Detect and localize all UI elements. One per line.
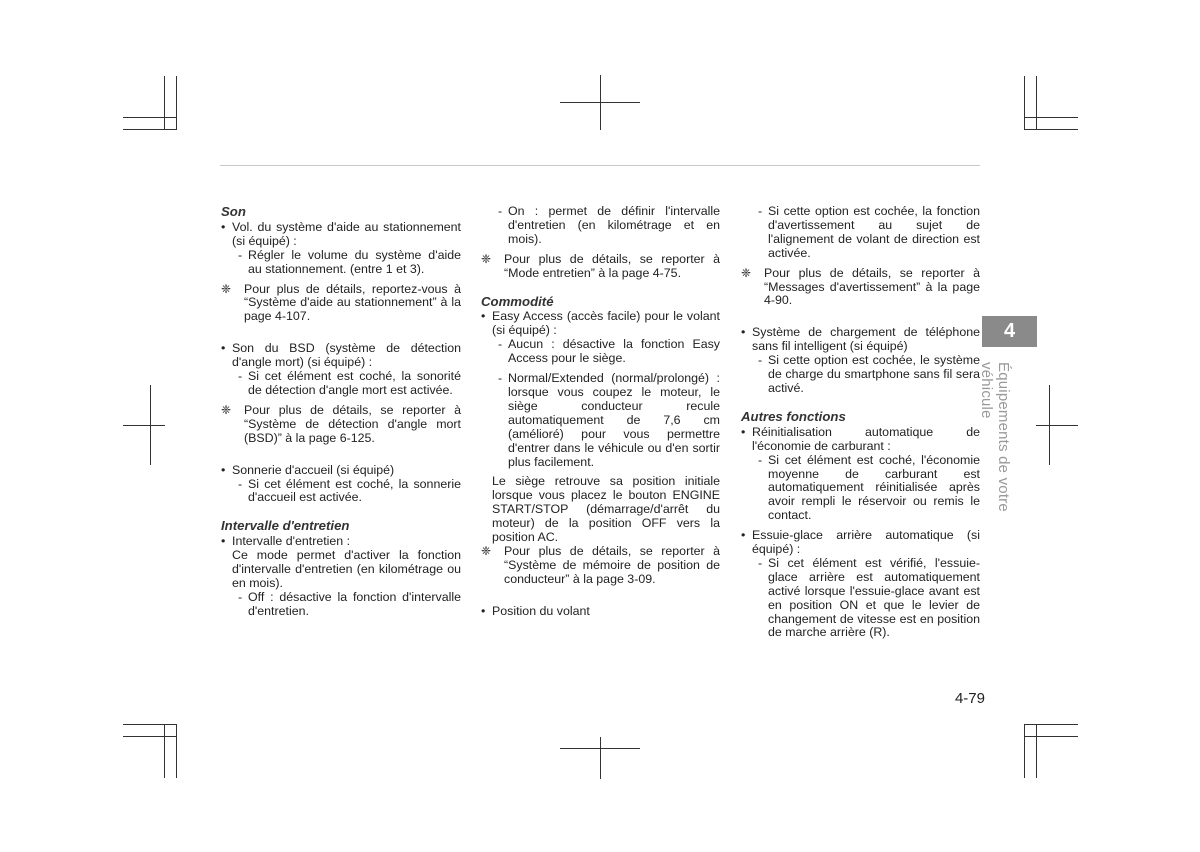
sub-item-text: Off : désactive la fonction d'intervalle d'entretien. (248, 589, 461, 618)
sub-item-text: Normal/Extended (normal/prolongé) : lorsque vous coupez le moteur, le siège conducteur recule automatiquement de 7,6 cm (amélioré) pour vous permettre d'entrer dans le véhicule ou d'en sortir plus facilement. (508, 371, 720, 469)
list-item-text: Réinitialisation automatique de l'économie de carburant : (752, 424, 980, 453)
sub-item (758, 454, 980, 524)
list-item (221, 464, 461, 478)
list-item (481, 605, 720, 619)
list-item-text: Easy Access (accès facile) pour le volant (si équipé) : (492, 309, 720, 338)
crop-mark (176, 724, 177, 778)
note-text: Pour plus de détails, reportez-vous à “Système d'aide au stationnement” à la page 4-107. (244, 281, 461, 324)
bullet-marker: • (221, 219, 226, 234)
column-3 (741, 205, 980, 640)
dash-marker: - (238, 247, 243, 262)
list-item (741, 529, 980, 557)
bullet-marker: • (221, 462, 226, 477)
registration-mark (150, 385, 151, 465)
crop-mark (1036, 76, 1037, 130)
chapter-title-vertical: Équipements de votre véhicule (978, 362, 1012, 512)
bullet-marker: • (221, 534, 226, 549)
sub-item-text: Si cet élément est coché, l'économie moyenne de carburant est automatiquement réinitialisée après avoir rempli le réservoir ou remis le contact. (768, 452, 980, 523)
crop-mark (176, 76, 177, 130)
crop-mark (123, 129, 177, 130)
crop-mark (1036, 724, 1037, 778)
list-item-text: Son du BSD (système de détection d'angle mort) (si équipé) : (232, 341, 461, 370)
list-item-text: Intervalle d'entretien : (232, 534, 351, 549)
crop-mark (1024, 736, 1078, 737)
list-item (741, 426, 980, 454)
sub-item-text: Si cet élément est vérifié, l'essuie-glace arrière est automatiquement activé lorsque l'essuie-glace avant est en position ON et que le levier de changement de vitesse est en position de marche arrière (R). (768, 555, 980, 640)
reference-note (481, 545, 720, 587)
crop-mark (123, 117, 177, 118)
crop-mark (1024, 117, 1078, 118)
crop-mark (1024, 724, 1078, 725)
crop-mark (123, 724, 177, 725)
bullet-marker: • (481, 309, 486, 324)
sub-item (238, 370, 461, 398)
note-text: Pour plus de détails, se reporter à “Mode entretien” à la page 4-75. (504, 251, 720, 280)
note-marker: ❈ (481, 543, 492, 558)
header-rule (220, 165, 980, 166)
dash-marker: - (498, 371, 503, 386)
section-heading-son: Son (221, 204, 246, 219)
registration-mark (1036, 425, 1078, 426)
list-item-text: Sonnerie d'accueil (si équipé) (232, 462, 395, 477)
sub-item-text: Si cet élément est coché, la sonorité de détection d'angle mort est activée. (248, 369, 461, 397)
sub-item (758, 557, 980, 640)
crop-mark (164, 724, 165, 778)
sub-item (758, 205, 980, 261)
list-item-text: Système de chargement de téléphone sans fil intelligent (si équipé) (752, 325, 980, 354)
registration-mark (600, 737, 601, 779)
section-heading-entretien: Intervalle d'entretien (221, 518, 350, 534)
dash-marker: - (238, 369, 243, 384)
registration-mark (1049, 385, 1050, 465)
sub-item (498, 338, 720, 366)
dash-marker: - (238, 476, 243, 491)
sub-item (238, 591, 461, 619)
sub-item-text: Régler le volume du système d'aide au stationnement. (entre 1 et 3). (248, 247, 461, 276)
dash-marker: - (758, 555, 763, 570)
sub-item-text: Si cet élément est coché, la sonnerie d'accueil est activée. (248, 476, 461, 505)
sub-item (498, 372, 720, 469)
note-text: Pour plus de détails, se reporter à “Système de détection d'angle mort (BSD)” à la page 6-125. (244, 402, 461, 445)
list-item-text: Essuie-glace arrière automatique (si équipé) : (752, 528, 980, 557)
list-item (221, 342, 461, 370)
sub-item (238, 249, 461, 277)
dash-marker: - (758, 204, 763, 218)
sub-item (238, 478, 461, 506)
list-item-text: Vol. du système d'aide au stationnement (si équipé) : (232, 219, 461, 248)
bullet-marker: • (481, 603, 486, 618)
dash-marker: - (498, 204, 503, 218)
crop-mark (1024, 129, 1078, 130)
column-2 (481, 205, 720, 619)
chapter-number-tab: 4 (982, 316, 1037, 347)
sub-item (758, 354, 980, 396)
column-1 (221, 205, 461, 619)
crop-mark (164, 76, 165, 130)
bullet-marker: • (741, 528, 746, 543)
sub-item (498, 205, 720, 247)
list-item (741, 326, 980, 354)
registration-mark (600, 75, 601, 130)
list-item-text: Position du volant (492, 603, 590, 618)
sub-item-text: Si cette option est cochée, le système de charge du smartphone sans fil sera activé. (768, 353, 980, 395)
note-marker: ❈ (221, 402, 232, 417)
dash-marker: - (238, 589, 243, 604)
bullet-marker: • (741, 424, 746, 439)
sub-item-text: Si cette option est cochée, la fonction d'avertissement au sujet de l'alignement de volant de direction est activée. (768, 204, 980, 260)
section-heading-commodite: Commodité (481, 293, 554, 309)
section-heading-autres: Autres fonctions (741, 408, 846, 424)
reference-note (741, 267, 980, 309)
list-item (221, 221, 461, 249)
note-marker: ❈ (741, 265, 752, 280)
reference-note (221, 404, 461, 446)
dash-marker: - (758, 452, 763, 467)
dash-marker: - (498, 337, 503, 352)
bullet-marker: • (741, 325, 746, 340)
paragraph: Le siège retrouve sa position initiale lorsque vous placez le bouton ENGINE START/STOP (démarrage/d'arrêt du moteur) de la position OFF vers la position AC. (492, 474, 720, 545)
crop-mark (123, 736, 177, 737)
page-number: 4-79 (954, 690, 985, 707)
sub-item-text: Aucun : désactive la fonction Easy Access pour le siège. (508, 337, 720, 366)
note-marker: ❈ (481, 251, 492, 266)
paragraph: Ce mode permet d'activer la fonction d'intervalle d'entretien (en kilométrage ou en mois). (232, 548, 461, 590)
list-item (481, 310, 720, 338)
registration-mark (123, 425, 165, 426)
note-text: Pour plus de détails, se reporter à “Messages d'avertissement” à la page 4-90. (764, 265, 980, 308)
dash-marker: - (758, 353, 763, 368)
note-marker: ❈ (221, 281, 232, 296)
note-text: Pour plus de détails, se reporter à “Système de mémoire de position de conducteur” à la page 3-09. (504, 543, 720, 586)
list-item (221, 535, 461, 549)
crop-mark (1024, 76, 1025, 130)
reference-note (221, 283, 461, 325)
bullet-marker: • (221, 341, 226, 356)
reference-note (481, 253, 720, 281)
sub-item-text: On : permet de définir l'intervalle d'entretien (en kilométrage et en mois). (508, 204, 720, 246)
crop-mark (1024, 724, 1025, 778)
